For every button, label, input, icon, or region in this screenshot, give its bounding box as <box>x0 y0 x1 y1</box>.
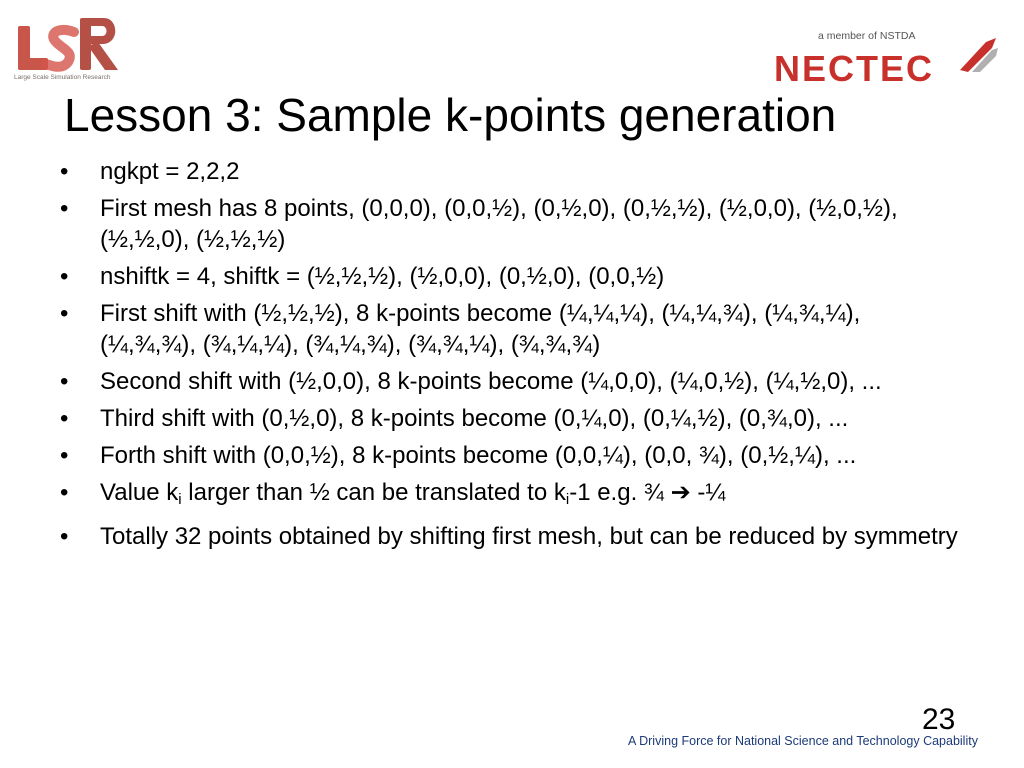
lsr-tagline: Large Scale Simulation Research <box>14 74 111 81</box>
bullet-marker: • <box>60 523 69 550</box>
bullet-text: First mesh has 8 points, (0,0,0), (0,0,½), (0,½,0), (0,½,½), (½,0,0), (½,0,½), (½,½,0), (½,½,½) <box>100 195 898 253</box>
bullet-item <box>58 477 958 515</box>
bullet-text: First shift with (½,½,½), 8 k-points become (¼,¼,¼), (¼,¼,¾), (¼,¾,¼), (¼,¾,¾), (¾,¼,¼), (¾,¼,¾), (¾,¾,¼), (¾,¾,¾) <box>100 300 861 358</box>
lsr-logo <box>10 12 130 90</box>
bullet-marker: • <box>60 368 69 395</box>
subscript-i: i <box>565 491 570 508</box>
subscript-i: i <box>178 491 182 508</box>
bullet-marker: • <box>60 263 69 290</box>
bullet-marker: • <box>60 479 69 506</box>
page-number: 23 <box>922 703 956 736</box>
slide-title: Lesson 3: Sample k-points generation <box>64 89 837 141</box>
lsr-logo-mark <box>14 12 126 78</box>
bullet-item <box>58 366 958 397</box>
bullet-marker: • <box>60 442 69 469</box>
bullet-marker: • <box>60 158 69 185</box>
bullet-marker: • <box>60 195 69 222</box>
nectec-logo <box>770 30 1010 90</box>
bullet-item <box>58 521 958 552</box>
bullet-text-part: -¼ <box>690 479 726 506</box>
bullet-text <box>100 479 725 506</box>
bullet-text: ngkpt = 2,2,2 <box>100 158 240 185</box>
bullet-text: Totally 32 points obtained by shifting first mesh, but can be reduced by symmetry <box>100 523 958 550</box>
footer-slogan: A Driving Force for National Science and Technology Capability <box>628 734 978 748</box>
bullet-list <box>58 156 958 558</box>
nectec-wordmark: NECTEC <box>774 48 935 89</box>
bullet-item <box>58 403 958 434</box>
nectec-swoosh-icon <box>952 34 1002 74</box>
bullet-text: Forth shift with (0,0,½), 8 k-points become (0,0,¼), (0,0, ¾), (0,½,¼), ... <box>100 442 857 469</box>
bullet-text: nshiftk = 4, shiftk = (½,½,½), (½,0,0), (0,½,0), (0,0,½) <box>100 263 665 290</box>
bullet-text-part: Value k <box>100 479 179 506</box>
bullet-text-part: larger than ½ can be translated to k <box>181 479 566 506</box>
bullet-marker: • <box>60 405 69 432</box>
bullet-item <box>58 156 958 187</box>
bullet-item <box>58 440 958 471</box>
bullet-item <box>58 261 958 292</box>
bullet-text: Second shift with (½,0,0), 8 k-points become (¼,0,0), (¼,0,½), (¼,½,0), ... <box>100 368 882 395</box>
bullet-item <box>58 193 958 255</box>
right-arrow-icon: ➔ <box>670 479 691 506</box>
bullet-text-part: -1 e.g. ¾ <box>569 479 671 506</box>
bullet-marker: • <box>60 300 69 327</box>
bullet-text: Third shift with (0,½,0), 8 k-points become (0,¼,0), (0,¼,½), (0,¾,0), ... <box>100 405 849 432</box>
bullet-item <box>58 298 958 360</box>
nectec-tagline: a member of NSTDA <box>818 30 916 42</box>
